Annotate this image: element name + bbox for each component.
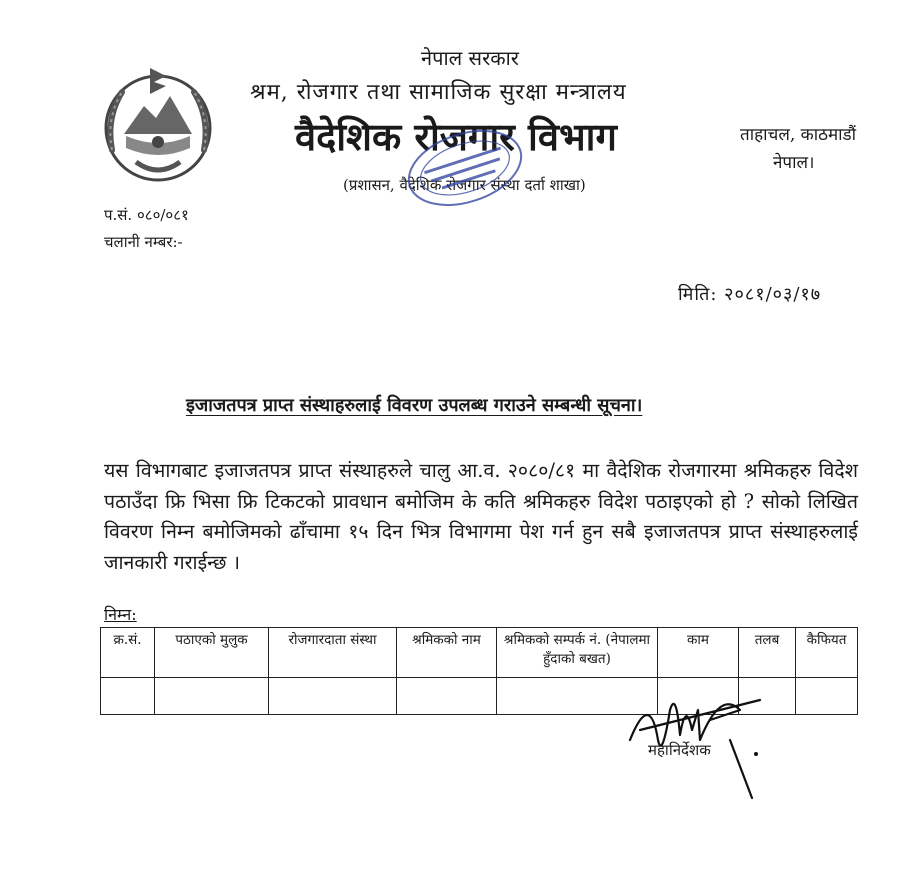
department-name: वैदेशिक रोजगार विभाग bbox=[295, 114, 617, 159]
table-label: निम्न: bbox=[104, 605, 137, 624]
table-cell bbox=[155, 678, 269, 715]
official-stamp bbox=[395, 118, 535, 218]
letter-date: मिति: २०८१/०३/१७ bbox=[678, 284, 822, 305]
column-header-remarks: कैफियत bbox=[796, 628, 858, 678]
notice-subject: इजाजतपत्र प्राप्त संस्थाहरुलाई विवरण उपलब्ध गराउने सम्बन्धी सूचना। bbox=[186, 395, 643, 416]
column-header-employer: रोजगारदाता संस्था bbox=[269, 628, 397, 678]
column-header-serial: क्र.सं. bbox=[101, 628, 155, 678]
government-name: नेपाल सरकार bbox=[421, 46, 519, 70]
table-cell bbox=[796, 678, 858, 715]
address-line-1: ताहाचल, काठमाडौं bbox=[740, 125, 857, 145]
signatory-title: महानिर्देशक bbox=[648, 741, 711, 759]
fiscal-year-reference: प.सं. ०८०/०८१ bbox=[104, 206, 189, 224]
dispatch-number: चलानी नम्बर:- bbox=[104, 233, 183, 251]
ministry-name: श्रम, रोजगार तथा सामाजिक सुरक्षा मन्त्रालय bbox=[250, 80, 627, 105]
column-header-job: काम bbox=[658, 628, 739, 678]
column-header-salary: तलब bbox=[739, 628, 796, 678]
table-header-row bbox=[101, 628, 858, 678]
notice-body: यस विभागबाट इजाजतपत्र प्राप्त संस्थाहरुले चालु आ.व. २०८०/८१ मा वैदेशिक रोजगारमा श्रमिकहरु विदेश पठाउँदा फ्रि भिसा फ्रि टिकटको प्रावधान बमोजिम के कति श्रमिकहरु विदेश पठाइएको हो ? सोको लिखित विवरण निम्न बमोजिमको ढाँचामा १५ दिन भित्र विभागमा पेश गर्न हुन सबै इजाजतपत्र प्राप्त संस्थाहरुलाई जानकारी गराईन्छ । bbox=[104, 459, 858, 574]
government-emblem bbox=[92, 58, 224, 190]
table-cell bbox=[397, 678, 497, 715]
column-header-worker-name: श्रमिकको नाम bbox=[397, 628, 497, 678]
address-line-2: नेपाल। bbox=[773, 153, 815, 173]
table-cell bbox=[269, 678, 397, 715]
table-cell bbox=[101, 678, 155, 715]
section-name: (प्रशासन, वैदेशिक रोजगार संस्था दर्ता शाखा) bbox=[343, 176, 586, 194]
column-header-contact: श्रमिकको सम्पर्क नं. (नेपालमा हुँदाको बखत) bbox=[497, 628, 658, 678]
column-header-country: पठाएको मुलुक bbox=[155, 628, 269, 678]
